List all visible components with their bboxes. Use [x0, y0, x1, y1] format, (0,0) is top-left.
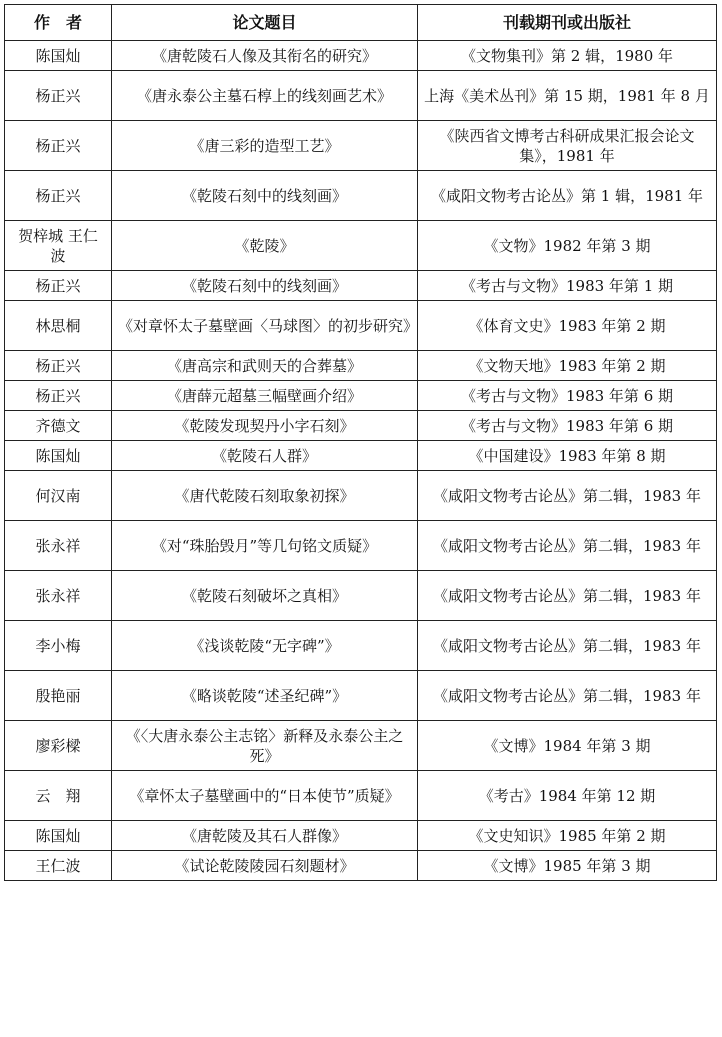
author-cell: 杨正兴	[5, 271, 112, 301]
title-cell: 《乾陵石刻破坏之真相》	[112, 571, 418, 621]
venue-cell: 《考古与文物》1983 年第 1 期	[418, 271, 717, 301]
table-row	[5, 121, 717, 171]
venue-cell: 《咸阳文物考古论丛》第二辑，1983 年	[418, 671, 717, 721]
title-cell: 《乾陵石刻中的线刻画》	[112, 171, 418, 221]
venue-cell: 《咸阳文物考古论丛》第二辑，1983 年	[418, 621, 717, 671]
author-cell: 杨正兴	[5, 351, 112, 381]
venue-cell: 《体育文史》1983 年第 2 期	[418, 301, 717, 351]
title-cell: 《唐高宗和武则天的合葬墓》	[112, 351, 418, 381]
venue-cell: 《咸阳文物考古论丛》第 1 辑，1981 年	[418, 171, 717, 221]
table-row	[5, 771, 717, 821]
title-cell: 《唐乾陵石人像及其衔名的研究》	[112, 41, 418, 71]
table-row	[5, 221, 717, 271]
venue-cell: 《咸阳文物考古论丛》第二辑，1983 年	[418, 471, 717, 521]
author-cell: 林思桐	[5, 301, 112, 351]
title-cell: 《乾陵石刻中的线刻画》	[112, 271, 418, 301]
author-cell: 陈国灿	[5, 41, 112, 71]
title-cell: 《略谈乾陵“述圣纪碑”》	[112, 671, 418, 721]
table-row	[5, 571, 717, 621]
venue-cell: 《中国建设》1983 年第 8 期	[418, 441, 717, 471]
table-row	[5, 381, 717, 411]
author-cell: 齐德文	[5, 411, 112, 441]
author-cell: 杨正兴	[5, 381, 112, 411]
table-row	[5, 271, 717, 301]
venue-cell: 《文物》1982 年第 3 期	[418, 221, 717, 271]
author-cell: 殷艳丽	[5, 671, 112, 721]
table-row	[5, 851, 717, 881]
venue-cell: 《咸阳文物考古论丛》第二辑，1983 年	[418, 521, 717, 571]
title-cell: 《对“珠胎毁月”等几句铭文质疑》	[112, 521, 418, 571]
table-row	[5, 671, 717, 721]
table-row	[5, 721, 717, 771]
venue-cell: 《咸阳文物考古论丛》第二辑，1983 年	[418, 571, 717, 621]
table-row	[5, 171, 717, 221]
bibliography-table-wrapper	[4, 4, 716, 881]
venue-cell: 《文物集刊》第 2 辑，1980 年	[418, 41, 717, 71]
table-row	[5, 411, 717, 441]
author-cell: 杨正兴	[5, 121, 112, 171]
venue-cell: 《文博》1985 年第 3 期	[418, 851, 717, 881]
venue-cell: 《考古与文物》1983 年第 6 期	[418, 381, 717, 411]
author-cell: 陈国灿	[5, 441, 112, 471]
author-cell: 杨正兴	[5, 171, 112, 221]
title-cell: 《章怀太子墓壁画中的“日本使节”质疑》	[112, 771, 418, 821]
table-row	[5, 441, 717, 471]
table-row	[5, 351, 717, 381]
table-row	[5, 301, 717, 351]
table-row	[5, 71, 717, 121]
author-cell: 廖彩樑	[5, 721, 112, 771]
table-row	[5, 41, 717, 71]
header-venue: 刊载期刊或出版社	[418, 5, 717, 41]
title-cell: 《唐三彩的造型工艺》	[112, 121, 418, 171]
venue-cell: 《文史知识》1985 年第 2 期	[418, 821, 717, 851]
author-cell: 云 翔	[5, 771, 112, 821]
title-cell: 《唐薛元超墓三幅壁画介绍》	[112, 381, 418, 411]
venue-cell: 《陕西省文博考古科研成果汇报会论文集》，1981 年	[418, 121, 717, 171]
title-cell: 《乾陵石人群》	[112, 441, 418, 471]
header-row	[5, 5, 717, 41]
title-cell: 《唐乾陵及其石人群像》	[112, 821, 418, 851]
author-cell: 贺梓城 王仁波	[5, 221, 112, 271]
table-row	[5, 521, 717, 571]
author-cell: 杨正兴	[5, 71, 112, 121]
author-cell: 李小梅	[5, 621, 112, 671]
title-cell: 《对章怀太子墓壁画〈马球图〉的初步研究》	[112, 301, 418, 351]
title-cell: 《乾陵发现契丹小字石刻》	[112, 411, 418, 441]
title-cell: 《〈大唐永泰公主志铭〉新释及永泰公主之死》	[112, 721, 418, 771]
title-cell: 《浅谈乾陵“无字碑”》	[112, 621, 418, 671]
title-cell: 《试论乾陵陵园石刻题材》	[112, 851, 418, 881]
venue-cell: 上海《美术丛刊》第 15 期，1981 年 8 月	[418, 71, 717, 121]
header-author: 作 者	[5, 5, 112, 41]
title-cell: 《唐永泰公主墓石椁上的线刻画艺术》	[112, 71, 418, 121]
title-cell: 《唐代乾陵石刻取象初探》	[112, 471, 418, 521]
table-row	[5, 621, 717, 671]
venue-cell: 《文物天地》1983 年第 2 期	[418, 351, 717, 381]
table-row	[5, 471, 717, 521]
venue-cell: 《考古》1984 年第 12 期	[418, 771, 717, 821]
bibliography-table	[4, 4, 717, 881]
venue-cell: 《文博》1984 年第 3 期	[418, 721, 717, 771]
title-cell: 《乾陵》	[112, 221, 418, 271]
author-cell: 张永祥	[5, 571, 112, 621]
table-row	[5, 821, 717, 851]
venue-cell: 《考古与文物》1983 年第 6 期	[418, 411, 717, 441]
author-cell: 王仁波	[5, 851, 112, 881]
header-title: 论文题目	[112, 5, 418, 41]
author-cell: 张永祥	[5, 521, 112, 571]
author-cell: 陈国灿	[5, 821, 112, 851]
author-cell: 何汉南	[5, 471, 112, 521]
